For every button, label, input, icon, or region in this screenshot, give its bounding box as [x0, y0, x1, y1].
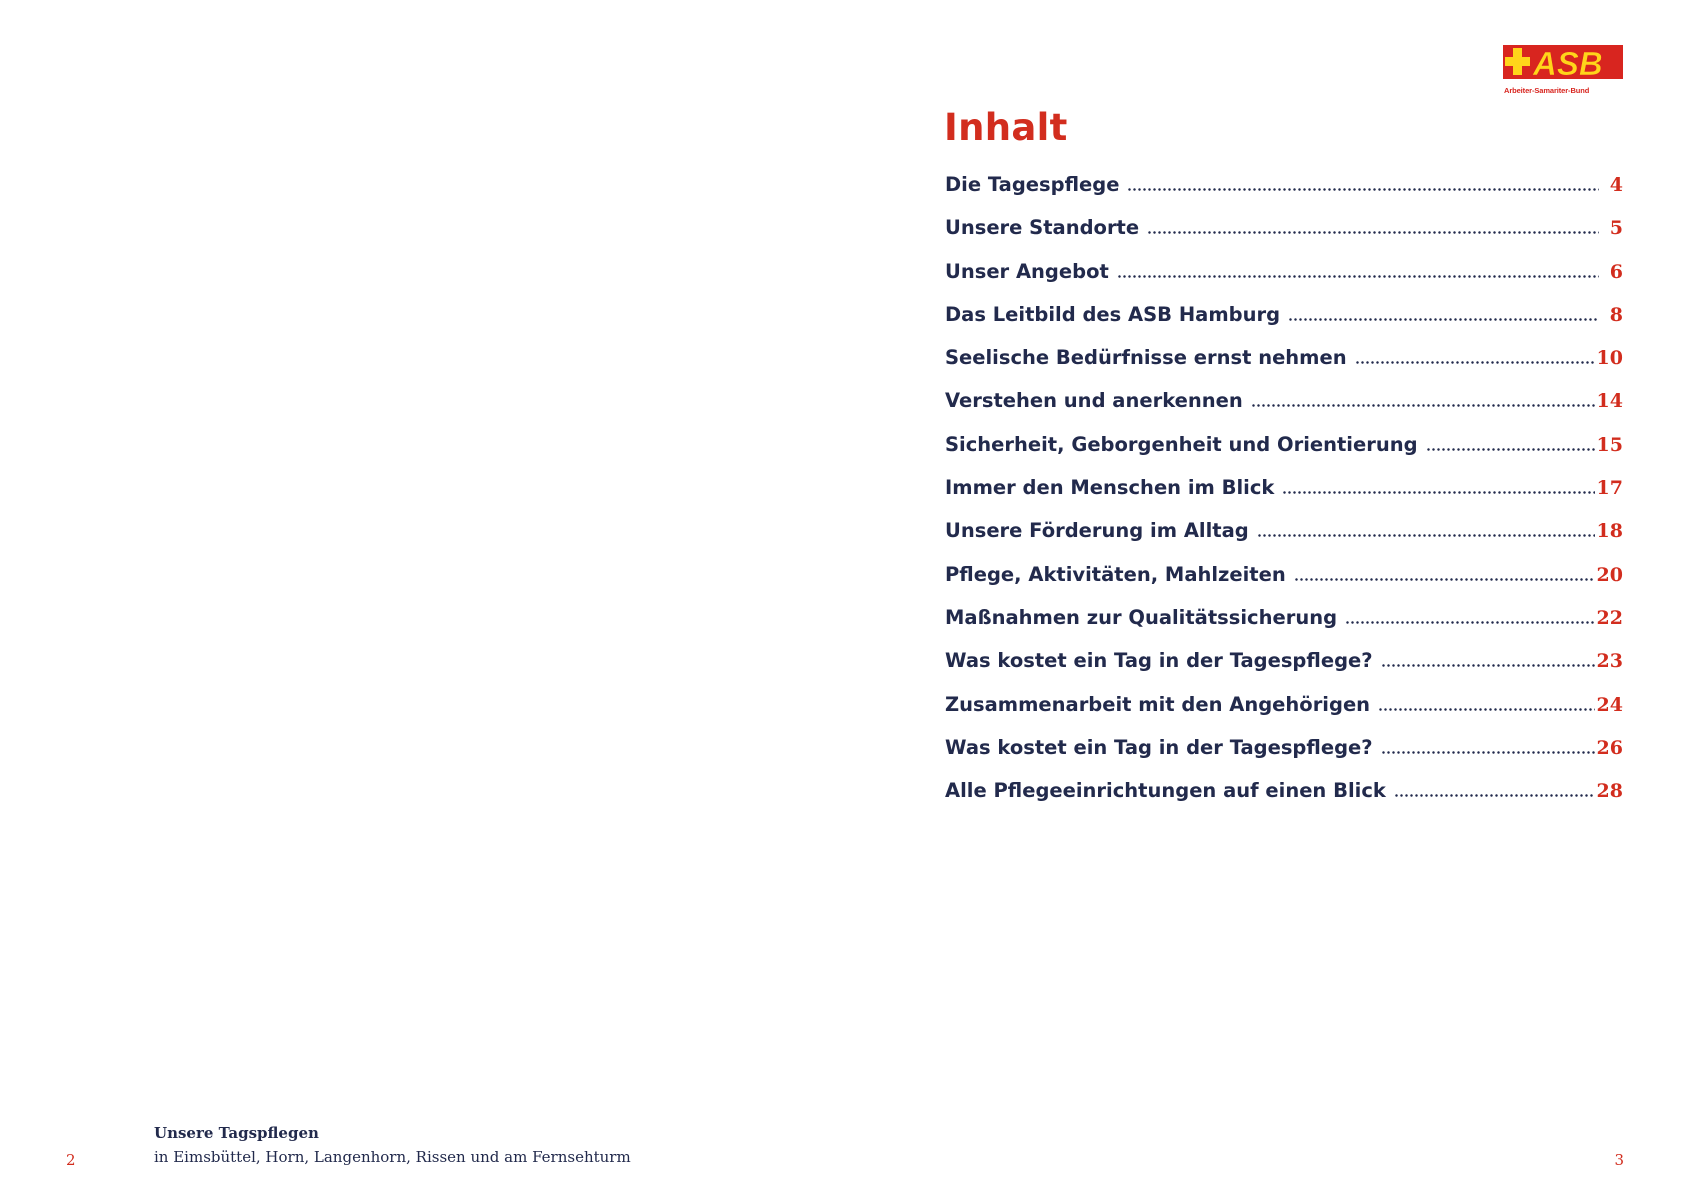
logo-subtitle: Arbeiter-Samariter-Bund: [1504, 86, 1590, 95]
table-of-contents: [945, 173, 1623, 822]
toc-entry-page: 15: [1596, 433, 1623, 456]
toc-entry[interactable]: [945, 260, 1623, 303]
toc-entry[interactable]: [945, 606, 1623, 649]
toc-leader-dots: [1394, 794, 1595, 797]
page-number-left: 2: [66, 1151, 76, 1169]
toc-leader-dots: [1257, 534, 1595, 537]
toc-entry-page: 6: [1609, 260, 1623, 283]
toc-entry-label: Alle Pflegeeinrichtungen auf einen Blick: [945, 779, 1386, 803]
toc-leader-dots: [1288, 318, 1599, 321]
toc-entry-label: Verstehen und anerkennen: [945, 389, 1243, 413]
page-number-right: 3: [1614, 1151, 1624, 1169]
toc-entry-label: Die Tagespflege: [945, 173, 1120, 196]
toc-entry-label: Was kostet ein Tag in der Tagespflege?: [945, 649, 1373, 673]
toc-entry[interactable]: [945, 736, 1623, 779]
toc-leader-dots: [1345, 621, 1594, 624]
toc-entry[interactable]: [945, 173, 1623, 216]
toc-entry-page: 24: [1596, 693, 1623, 716]
toc-leader-dots: [1294, 578, 1595, 581]
toc-entry-page: 17: [1596, 477, 1623, 500]
toc-entry-page: 14: [1596, 390, 1623, 413]
toc-entry-page: 26: [1596, 736, 1623, 759]
toc-entry-page: 4: [1609, 174, 1623, 196]
toc-leader-dots: [1282, 491, 1594, 494]
toc-entry[interactable]: [945, 649, 1623, 692]
toc-entry-page: 22: [1596, 606, 1623, 629]
toc-entry-label: Unsere Standorte: [945, 216, 1140, 240]
toc-entry-page: 10: [1596, 347, 1623, 370]
toc-entry-label: Was kostet ein Tag in der Tagespflege?: [945, 735, 1373, 759]
toc-entry-page: 28: [1596, 780, 1623, 803]
asb-logo-mark: [1503, 45, 1623, 85]
toc-entry[interactable]: [945, 779, 1623, 822]
toc-leader-dots: [1355, 361, 1595, 364]
footer-title: Unsere Tagspflegen: [154, 1124, 319, 1142]
toc-leader-dots: [1127, 188, 1599, 191]
toc-entry[interactable]: [945, 476, 1623, 519]
logo-cross-horizontal: [1505, 57, 1530, 66]
toc-entry-label: Sicherheit, Geborgenheit und Orientierung: [945, 432, 1418, 456]
toc-entry-label: Pflege, Aktivitäten, Mahlzeiten: [945, 562, 1286, 586]
toc-entry[interactable]: [945, 389, 1623, 432]
toc-leader-dots: [1117, 275, 1599, 278]
toc-entry[interactable]: [945, 563, 1623, 606]
toc-entry[interactable]: [945, 346, 1623, 389]
toc-entry-page: 20: [1596, 563, 1623, 586]
toc-leader-dots: [1426, 448, 1595, 451]
toc-entry[interactable]: [945, 216, 1623, 259]
toc-entry-page: 5: [1609, 217, 1623, 240]
toc-entry-page: 23: [1596, 650, 1623, 673]
toc-entry-label: Immer den Menschen im Blick: [945, 476, 1275, 500]
toc-leader-dots: [1147, 231, 1599, 234]
toc-entry[interactable]: [945, 693, 1623, 736]
toc-leader-dots: [1381, 751, 1595, 754]
toc-entry[interactable]: [945, 519, 1623, 562]
toc-entry-page: 8: [1609, 303, 1623, 326]
toc-entry-label: Unser Angebot: [945, 259, 1109, 283]
toc-entry[interactable]: [945, 303, 1623, 346]
toc-entry-label: Maßnahmen zur Qualitätssicherung: [945, 605, 1338, 629]
logo-text: ASB: [1533, 45, 1603, 82]
toc-entry-label: Unsere Förderung im Alltag: [945, 519, 1249, 543]
toc-entry-label: Seelische Bedürfnisse ernst nehmen: [945, 346, 1347, 370]
toc-entry-label: Das Leitbild des ASB Hamburg: [945, 302, 1281, 326]
toc-title: Inhalt: [944, 106, 1068, 149]
toc-leader-dots: [1381, 664, 1595, 667]
toc-entry[interactable]: [945, 433, 1623, 476]
toc-leader-dots: [1378, 708, 1594, 711]
right-page: [842, 0, 1684, 1191]
asb-logo: [1503, 45, 1623, 99]
toc-entry-label: Zusammenarbeit mit den Angehörigen: [945, 692, 1371, 716]
footer-subtitle: in Eimsbüttel, Horn, Langenhorn, Rissen und am Fernsehturm: [154, 1148, 631, 1166]
toc-leader-dots: [1251, 404, 1595, 407]
toc-entry-page: 18: [1596, 520, 1623, 543]
